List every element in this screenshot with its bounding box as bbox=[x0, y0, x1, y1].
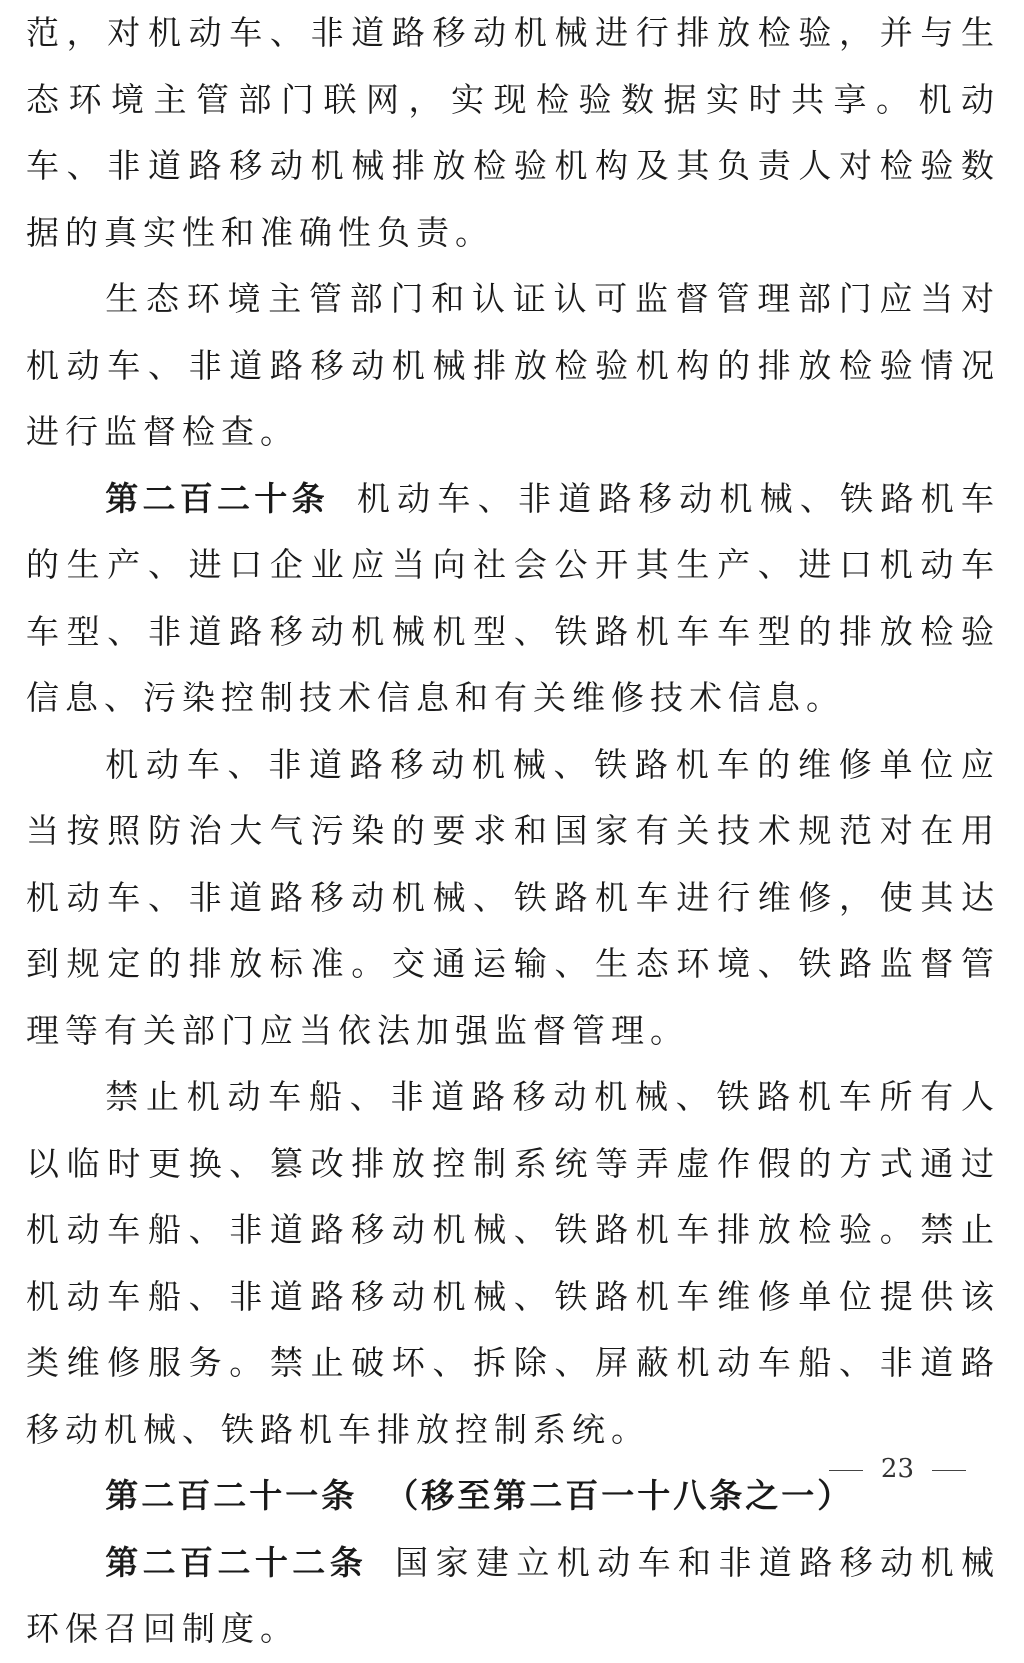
paragraph-continuation: 范，对机动车、非道路移动机械进行排放检验，并与生态环境主管部门联网，实现检验数据实时共享。机动车、非道路移动机械排放检验机构及其负责人对检验数据的真实性和准确性负责。 bbox=[26, 13, 1000, 252]
page-footer bbox=[0, 1454, 1024, 1484]
page-number: 23 bbox=[880, 1454, 914, 1484]
article-220 bbox=[26, 466, 1000, 732]
paragraph-maintenance-units: 机动车、非道路移动机械、铁路机车的维修单位应当按照防治大气污染的要求和国家有关技术规范对在用机动车、非道路移动机械、铁路机车进行维修，使其达到规定的排放标准。交通运输、生态环境、铁路监督管理等有关部门应当依法加强监督管理。 bbox=[26, 744, 1000, 1050]
article-222 bbox=[26, 1530, 1000, 1663]
article-text: 国家建立机动车和非道路移动机械环保召回制度。 bbox=[26, 1542, 1001, 1648]
document-body bbox=[26, 0, 1000, 1663]
article-moved-note: （移至第二百一十八条之一） bbox=[385, 1476, 854, 1515]
footer-dash-left bbox=[829, 1470, 863, 1471]
article-text: 机动车、非道路移动机械、铁路机车的生产、进口企业应当向社会公开其生产、进口机动车车型、非道路移动机械机型、铁路机车车型的排放检验信息、污染控制技术信息和有关维修技术信息。 bbox=[26, 478, 1001, 717]
article-number: 第二百二十条 bbox=[105, 478, 329, 518]
paragraph-prohibitions: 禁止机动车船、非道路移动机械、铁路机车所有人以临时更换、篡改排放控制系统等弄虚作假的方式通过机动车船、非道路移动机械、铁路机车排放检验。禁止机动车船、非道路移动机械、铁路机车维修单位提供该类维修服务。禁止破坏、拆除、屏蔽机动车船、非道路移动机械、铁路机车排放控制系统。 bbox=[26, 1077, 1000, 1449]
article-number: 第二百二十一条 bbox=[105, 1476, 358, 1515]
article-number: 第二百二十二条 bbox=[105, 1542, 368, 1582]
footer-dash-right bbox=[932, 1470, 966, 1471]
paragraph-inspection-supervision: 生态环境主管部门和认证认可监督管理部门应当对机动车、非道路移动机械排放检验机构的排放检验情况进行监督检查。 bbox=[26, 279, 1000, 451]
